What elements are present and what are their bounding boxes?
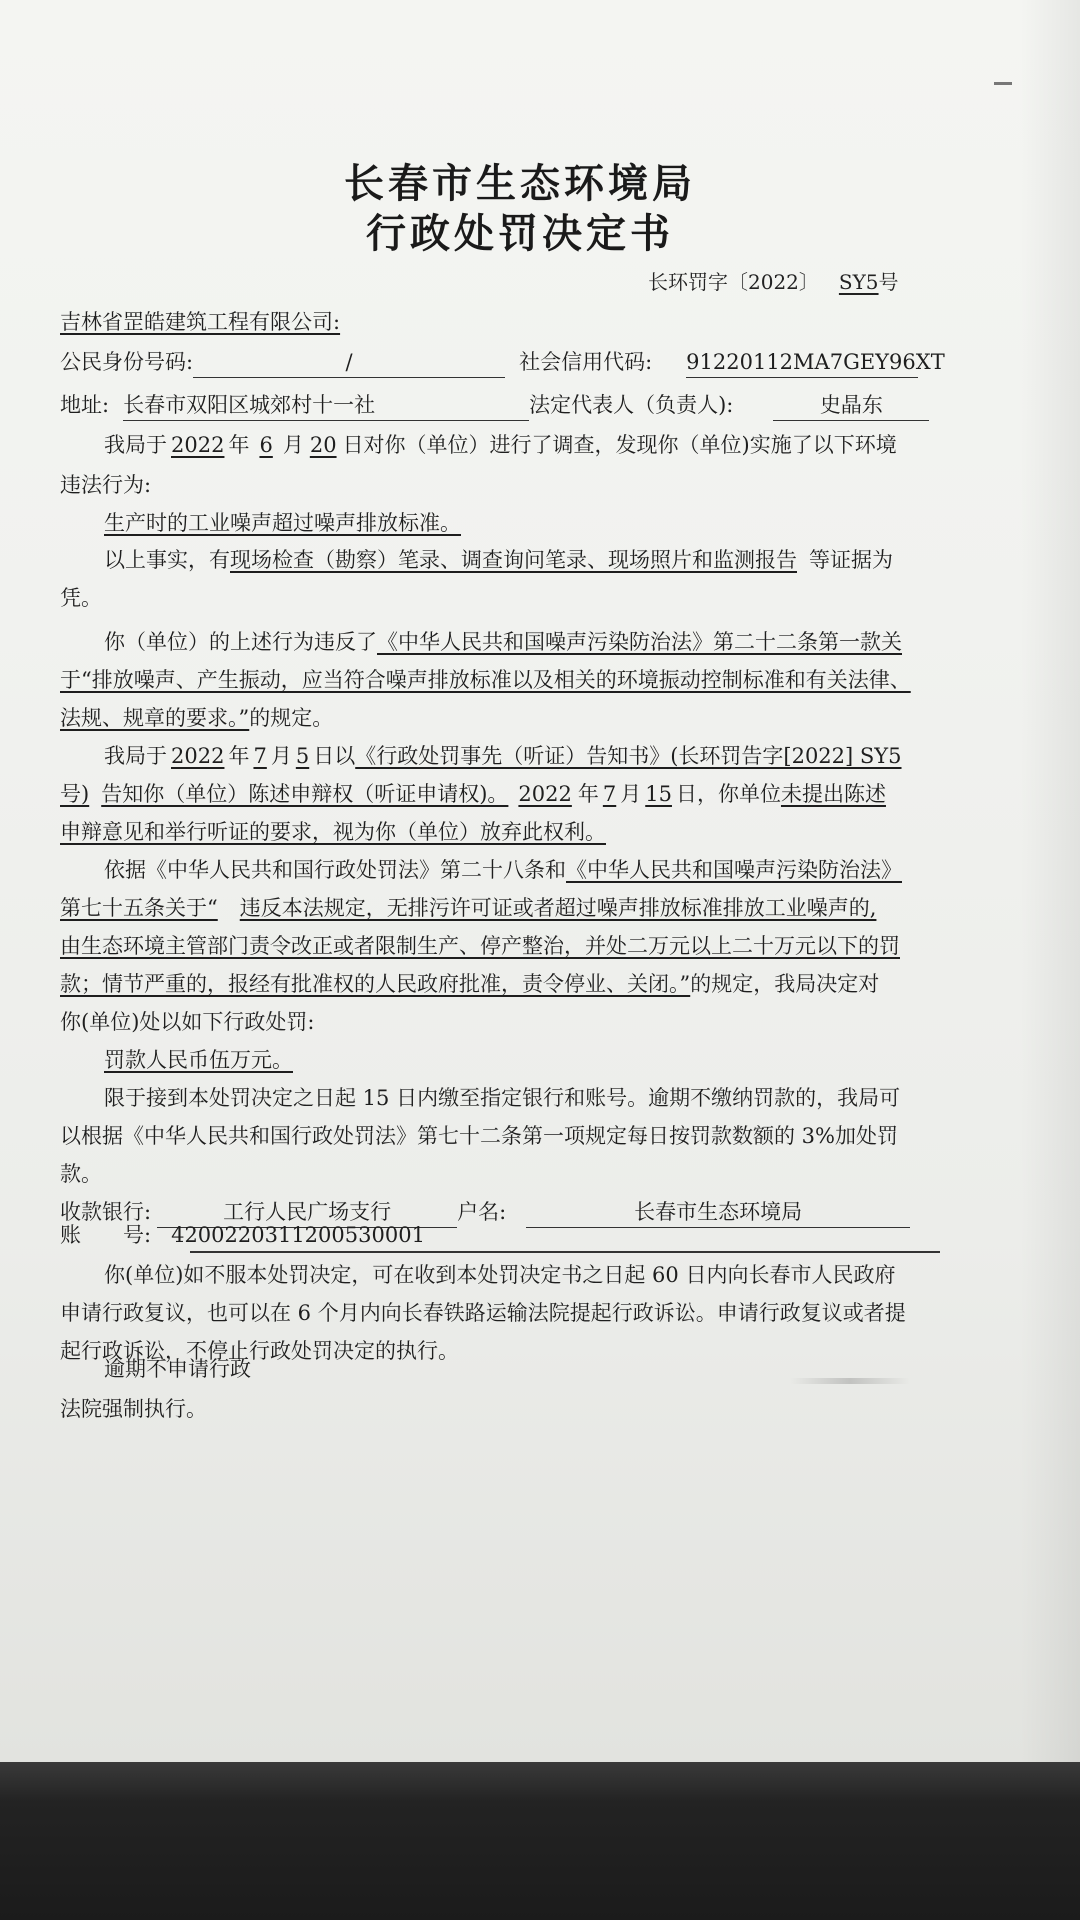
text: 年 (228, 433, 250, 457)
para-payment-line2: 以根据《中华人民共和国行政处罚法》第七十二条第一项规定每日按罚款数额的 3%加处罚 (60, 1124, 898, 1148)
text: 依据《中华人民共和国行政处罚法》第二十八条和 (104, 858, 566, 882)
para-basis-line4 (60, 969, 879, 999)
para-appeal-line2: 申请行政复议，也可以在 6 个月内向长春铁路运输法院提起行政诉讼。申请行政复议或者提 (60, 1301, 906, 1325)
text: 我局于 (104, 744, 167, 768)
para-investigation-line2: 违法行为: (60, 473, 152, 497)
penalty-amount: 罚款人民币伍万元。 (104, 1048, 293, 1072)
text: 我局于 (104, 433, 167, 457)
waiver-start: 未提出陈述 (780, 782, 886, 806)
text: 月 (270, 744, 292, 768)
text: 月 (282, 433, 304, 457)
basis-quote-end: 款；情节严重的，报经有批准权的人民政府批准，责令停业、关闭。” (60, 972, 691, 996)
para-enforcement-line2: 法院强制执行。 (60, 1397, 207, 1421)
notice-document: 《行政处罚事先（听证）告知书》(长环罚告字[2022] SY5 (355, 744, 902, 768)
evidence-list: 现场检查（勘察）笔录、调查询问笔录、现场照片和监测报告 (230, 548, 797, 572)
text: 你（单位）的上述行为违反了 (104, 630, 377, 654)
para-basis-line2 (60, 893, 876, 923)
investigation-day: 20 (309, 433, 337, 457)
basis-quote-cont: 由生态环境主管部门责令改正或者限制生产、停产整治，并处二万元以上二十万元以下的罚 (60, 934, 900, 958)
address-rep-row (60, 390, 929, 421)
faded-text (790, 1378, 910, 1384)
id-credit-row (60, 347, 945, 378)
basis-quote: 违反本法规定，无排污许可证或者超过噪声排放标准排放工业噪声的, (239, 896, 877, 920)
para-payment-line3: 款。 (60, 1162, 102, 1186)
investigation-month: 6 (259, 433, 273, 457)
address-label: 地址: (60, 393, 110, 417)
id-label: 公民身份号码: (60, 350, 194, 374)
document-number (648, 266, 899, 295)
text: 年 (228, 744, 250, 768)
basis-article: 第七十五条关于“ (60, 896, 218, 920)
text: 的规定，我局决定对 (690, 972, 880, 996)
account-no-row (60, 1220, 425, 1250)
law-quote: 于“排放噪声、产生振动，应当符合噪声排放标准以及相关的环境振动控制标准和有关法律、 (60, 668, 911, 692)
deadline-year: 2022 (518, 782, 572, 806)
corner-mark (994, 82, 1012, 85)
violation-description (104, 508, 461, 538)
text: 月 (620, 782, 642, 806)
para-enforcement-line1: 逾期不申请行政 (104, 1357, 251, 1381)
para-basis-line1 (104, 855, 902, 885)
account-name-value: 长春市生态环境局 (526, 1197, 910, 1228)
para-basis-line5: 你(单位)处以如下行政处罚: (60, 1010, 315, 1034)
para-investigation-line1 (104, 430, 897, 460)
deadline-month: 7 (602, 782, 617, 806)
penalty-decision (104, 1045, 293, 1075)
text: 日对你（单位）进行了调查，发现你（单位)实施了以下环境 (342, 433, 897, 457)
rep-label: 法定代表人（负责人): (529, 393, 734, 417)
text: 日，你单位 (675, 782, 781, 806)
text: 以上事实，有 (104, 548, 230, 572)
text: 等证据为 (809, 548, 893, 572)
document-title-authority: 长春市生态环境局 (344, 160, 696, 207)
notice-month: 7 (253, 744, 267, 768)
para-notice-line3 (60, 817, 606, 847)
para-basis-line3 (60, 931, 900, 961)
para-evidence-line1 (104, 545, 893, 575)
rep-value: 史晶东 (773, 390, 929, 421)
doc-number-suffix: 号 (878, 270, 899, 294)
id-value: / (193, 347, 505, 378)
para-appeal-line3: 起行政诉讼，不停止行政处罚决定的执行。 (60, 1339, 459, 1363)
deadline-day: 15 (645, 782, 672, 806)
violation-text: 生产时的工业噪声超过噪声排放标准。 (104, 511, 461, 535)
investigation-year: 2022 (171, 433, 225, 457)
para-violation-law-line2 (60, 665, 911, 695)
account-no-underline (190, 1251, 940, 1253)
waiver-text: 申辩意见和举行听证的要求，视为你（单位）放弃此权利。 (60, 820, 606, 844)
para-evidence-line2: 凭。 (60, 586, 102, 610)
credit-value: 91220112MA7GEY96XT (686, 347, 918, 378)
para-appeal-line1: 你(单位)如不服本处罚决定，可在收到本处罚决定书之日起 60 日内向长春市人民政府 (104, 1263, 896, 1287)
account-no-value: 4200220311200530001 (171, 1223, 425, 1247)
rights-notice: 告知你（单位）陈述申辩权（听证申请权)。 (101, 782, 509, 806)
para-notice-line2 (60, 779, 886, 809)
bank-value: 工行人民广场支行 (157, 1197, 457, 1228)
credit-label: 社会信用代码: (519, 350, 653, 374)
address-value: 长春市双阳区城郊村十一社 (123, 390, 529, 421)
table-surface (0, 1762, 1080, 1920)
doc-number-prefix: 长环罚字〔2022〕 (648, 270, 819, 294)
doc-number-value: SY5 (838, 270, 879, 294)
bank-label: 收款银行: (60, 1200, 152, 1224)
notice-year: 2022 (171, 744, 225, 768)
para-violation-law-line1 (104, 627, 902, 657)
account-name-label: 户名: (457, 1200, 507, 1224)
basis-law: 《中华人民共和国噪声污染防治法》 (566, 858, 902, 882)
para-payment-line1: 限于接到本处罚决定之日起 15 日内缴至指定银行和账号。逾期不缴纳罚款的，我局可 (104, 1086, 901, 1110)
text: 年 (577, 782, 599, 806)
notice-day: 5 (295, 744, 310, 768)
account-no-label: 账 号: (60, 1223, 152, 1247)
notice-document-end: 号) (60, 782, 90, 806)
party-name (60, 307, 340, 337)
text: 的规定。 (249, 706, 334, 730)
party-name-text: 吉林省罡皓建筑工程有限公司: (60, 310, 341, 334)
violated-law: 《中华人民共和国噪声污染防治法》第二十二条第一款关 (377, 630, 902, 654)
para-violation-law-line3 (60, 703, 333, 733)
text: 日以 (313, 744, 356, 768)
document-title-type: 行政处罚决定书 (366, 210, 674, 257)
law-quote-end: 法规、规章的要求。” (60, 706, 250, 730)
para-notice-line1 (104, 741, 902, 771)
